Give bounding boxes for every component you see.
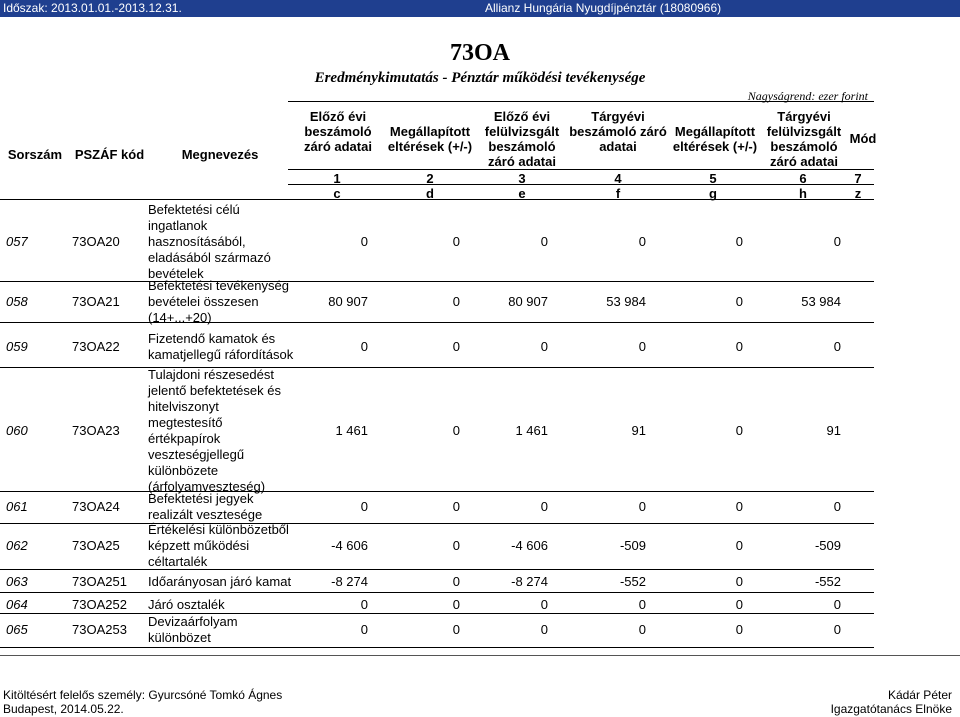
row-value-col-4: 0 — [638, 622, 646, 637]
header-sorszam: Sorszám — [7, 147, 63, 162]
row-value-col-5: 0 — [735, 338, 743, 354]
header-col-1 — [296, 109, 380, 154]
footer-rule — [0, 655, 960, 656]
footer-signer-title: Igazgatótanács Elnöke — [830, 702, 952, 716]
row-pszaf-kod: 73OA252 — [72, 597, 127, 612]
row-megnevezes — [148, 278, 289, 326]
row-value-col-6: 0 — [833, 499, 841, 514]
header-mod: Mód — [849, 131, 877, 146]
row-value-col-6: 0 — [833, 597, 841, 612]
column-letter: c — [333, 186, 341, 201]
row-megnevezes-line: Járó osztalék — [148, 597, 225, 612]
header-col-6-line: záró adatai — [770, 154, 838, 169]
row-value-col-5: 0 — [735, 597, 743, 612]
row-megnevezes-line: Fizetendő kamatok és — [148, 330, 276, 346]
header-col-3-line: záró adatai — [488, 154, 556, 169]
row-separator — [0, 613, 874, 614]
row-value-col-4: 0 — [638, 597, 646, 612]
top-bar — [0, 0, 960, 17]
row-value-col-4: 0 — [638, 338, 646, 354]
header-megnevezes: Megnevezés — [181, 147, 259, 162]
row-value-col-3: -8 274 — [511, 573, 548, 589]
header-col-3 — [472, 109, 572, 169]
footer-signer: Kádár Péter — [887, 688, 952, 702]
header-col-1-line: Előző évi — [309, 109, 367, 124]
row-value-col-4: 0 — [638, 233, 646, 249]
header-col-1-line: beszámoló — [304, 124, 372, 139]
row-value-col-1: 1 461 — [335, 422, 368, 438]
row-separator — [0, 367, 874, 368]
row-value-col-1: -4 606 — [331, 538, 368, 553]
row-value-col-6: 0 — [833, 338, 841, 354]
row-megnevezes-line: kamatjellegű ráfordítások — [148, 346, 294, 362]
row-megnevezes-line: Devizaárfolyam — [148, 614, 238, 629]
header-col-5-line: eltérések (+/-) — [672, 139, 758, 154]
row-pszaf-kod: 73OA21 — [72, 293, 120, 309]
column-number: 6 — [799, 171, 807, 186]
row-value-col-6: 53 984 — [801, 293, 841, 309]
column-number: 4 — [614, 171, 622, 186]
row-pszaf-kod: 73OA253 — [72, 622, 127, 637]
row-value-col-3: 0 — [540, 597, 548, 612]
row-megnevezes-line: megtestesítő — [148, 414, 223, 430]
row-value-col-5: 0 — [735, 293, 743, 309]
header-col-4-line: beszámoló záró — [569, 124, 667, 139]
row-megnevezes-line: Befektetési jegyek — [148, 491, 254, 506]
row-pszaf-kod: 73OA23 — [72, 422, 120, 438]
header-col-6-line: felülvizsgált — [766, 124, 842, 139]
row-value-col-6: 0 — [833, 622, 841, 637]
unit-label: Nagyságrend: ezer forint — [747, 89, 868, 103]
row-value-col-1: 0 — [360, 233, 368, 249]
row-value-col-3: 1 461 — [515, 422, 548, 438]
column-letter: h — [799, 186, 807, 201]
footer-place-date: Budapest, 2014.05.22. — [3, 702, 124, 716]
column-number: 2 — [426, 171, 434, 186]
company-label: Allianz Hungária Nyugdíjpénztár (18080966) — [485, 1, 722, 15]
column-letter: e — [518, 186, 526, 201]
row-separator — [0, 322, 874, 323]
row-pszaf-kod: 73OA25 — [72, 538, 120, 553]
header-col-3-line: beszámoló — [488, 139, 556, 154]
row-sorszam: 065 — [6, 622, 28, 637]
row-separator — [0, 523, 874, 524]
row-sorszam: 062 — [6, 538, 28, 553]
row-megnevezes-line: különbözete — [148, 462, 219, 478]
row-value-col-3: -4 606 — [511, 538, 548, 553]
column-letter: f — [615, 186, 621, 201]
row-megnevezes-line: veszteségjellegű — [148, 446, 245, 462]
report-title: 73OA — [450, 40, 510, 66]
row-value-col-5: 0 — [735, 422, 743, 438]
row-megnevezes-line: Értékelési különbözetből — [148, 522, 289, 537]
column-number: 1 — [333, 171, 341, 186]
row-pszaf-kod: 73OA22 — [72, 338, 120, 354]
column-number: 3 — [518, 171, 526, 186]
header-col-2-line: eltérések (+/-) — [387, 139, 473, 154]
header-col-5 — [666, 124, 764, 154]
row-megnevezes-line: képzett működési — [148, 538, 250, 553]
header-col-4-line: adatai — [599, 139, 637, 154]
row-value-col-6: -509 — [814, 538, 841, 553]
row-value-col-2: 0 — [452, 233, 460, 249]
row-value-col-2: 0 — [452, 622, 460, 637]
header-col-4 — [566, 109, 670, 154]
header-col-6-line: Tárgyévi — [777, 109, 831, 124]
row-value-col-4: -552 — [619, 573, 646, 589]
row-value-col-5: 0 — [735, 538, 743, 553]
row-megnevezes-line: Befektetési célú — [148, 201, 240, 217]
column-letter: d — [426, 186, 434, 201]
row-value-col-2: 0 — [452, 338, 460, 354]
row-value-col-5: 0 — [735, 233, 743, 249]
row-megnevezes-line: (árfolyamveszteség) — [148, 478, 266, 494]
row-separator — [0, 647, 874, 648]
row-value-col-3: 80 907 — [508, 293, 548, 309]
row-value-col-4: 91 — [631, 422, 646, 438]
row-megnevezes — [148, 331, 293, 363]
row-megnevezes — [148, 614, 238, 646]
column-letter: z — [854, 186, 862, 201]
column-number: 5 — [709, 171, 717, 186]
row-value-col-1: 0 — [360, 597, 368, 612]
row-megnevezes — [148, 522, 289, 570]
header-pszaf-kod: PSZÁF kód — [74, 147, 145, 162]
row-value-col-2: 0 — [452, 597, 460, 612]
row-pszaf-kod: 73OA24 — [72, 499, 120, 514]
row-sorszam: 064 — [6, 597, 28, 612]
row-value-col-2: 0 — [452, 422, 460, 438]
row-megnevezes — [148, 202, 271, 282]
column-number: 7 — [854, 171, 862, 186]
row-sorszam: 063 — [6, 573, 28, 589]
row-value-col-1: 80 907 — [328, 293, 368, 309]
row-value-col-4: 53 984 — [606, 293, 646, 309]
row-megnevezes-line: bevételek — [148, 265, 204, 281]
row-megnevezes — [148, 367, 281, 495]
row-value-col-1: 0 — [360, 499, 368, 514]
footer-responsible: Kitöltésért felelős személy: Gyurcsóné Tomkó Ágnes — [3, 688, 283, 702]
row-separator — [0, 491, 874, 492]
row-megnevezes — [148, 574, 291, 590]
row-megnevezes — [148, 491, 262, 523]
row-value-col-2: 0 — [452, 293, 460, 309]
row-value-col-3: 0 — [540, 233, 548, 249]
row-sorszam: 058 — [6, 293, 28, 309]
row-value-col-3: 0 — [540, 622, 548, 637]
header-col-4-line: Tárgyévi — [591, 109, 645, 124]
row-value-col-2: 0 — [452, 538, 460, 553]
row-separator — [0, 592, 874, 593]
row-megnevezes-line: Tulajdoni részesedést — [148, 366, 274, 382]
row-separator — [0, 281, 874, 282]
row-megnevezes-line: céltartalék — [148, 554, 208, 569]
row-megnevezes-line: különbözet — [148, 630, 211, 645]
row-value-col-3: 0 — [540, 499, 548, 514]
row-megnevezes-line: Időarányosan járó kamat — [148, 573, 292, 589]
row-megnevezes-line: bevételei összesen — [148, 293, 259, 309]
row-sorszam: 059 — [6, 338, 28, 354]
row-megnevezes-line: jelentő befektetések és — [148, 382, 281, 398]
row-value-col-6: 0 — [833, 233, 841, 249]
row-value-col-2: 0 — [452, 499, 460, 514]
row-separator — [0, 569, 874, 570]
header-col-1-line: záró adatai — [304, 139, 372, 154]
row-megnevezes-line: realizált vesztesége — [148, 507, 263, 522]
row-megnevezes — [148, 597, 225, 613]
row-sorszam: 061 — [6, 499, 28, 514]
row-value-col-5: 0 — [735, 573, 743, 589]
row-sorszam: 060 — [6, 422, 28, 438]
row-megnevezes-line: hitelviszonyt — [148, 398, 219, 414]
row-value-col-6: -552 — [814, 573, 841, 589]
header-col-3-line: felülvizsgált — [484, 124, 560, 139]
row-value-col-3: 0 — [540, 338, 548, 354]
row-value-col-5: 0 — [735, 622, 743, 637]
header-mid-rule — [288, 169, 874, 170]
row-value-col-1: 0 — [360, 338, 368, 354]
row-megnevezes-line: értékpapírok — [148, 430, 221, 446]
row-value-col-6: 91 — [826, 422, 841, 438]
row-megnevezes-line: (14+...+20) — [148, 309, 212, 325]
row-pszaf-kod: 73OA20 — [72, 233, 120, 249]
row-megnevezes-line: Befektetési tevékenység — [148, 277, 289, 293]
row-sorszam: 057 — [6, 233, 28, 249]
row-megnevezes-line: ingatlanok — [148, 217, 208, 233]
column-letter: g — [709, 186, 717, 201]
row-megnevezes-line: eladásából származó — [148, 249, 271, 265]
header-col-2 — [382, 124, 478, 154]
row-pszaf-kod: 73OA251 — [72, 573, 127, 589]
row-value-col-4: -509 — [619, 538, 646, 553]
header-top-rule — [288, 101, 874, 102]
row-value-col-4: 0 — [638, 499, 646, 514]
header-col-2-line: Megállapított — [389, 124, 471, 139]
header-col-5-line: Megállapított — [674, 124, 756, 139]
row-megnevezes-line: hasznosításából, — [148, 233, 246, 249]
report-subtitle: Eredménykimutatás - Pénztár működési tevékenysége — [314, 70, 646, 86]
period-label: Időszak: 2013.01.01.-2013.12.31. — [3, 1, 182, 15]
row-value-col-1: 0 — [360, 622, 368, 637]
header-col-6-line: beszámoló — [770, 139, 838, 154]
row-value-col-5: 0 — [735, 499, 743, 514]
row-value-col-1: -8 274 — [331, 573, 368, 589]
header-col-3-line: Előző évi — [493, 109, 551, 124]
row-value-col-2: 0 — [452, 573, 460, 589]
